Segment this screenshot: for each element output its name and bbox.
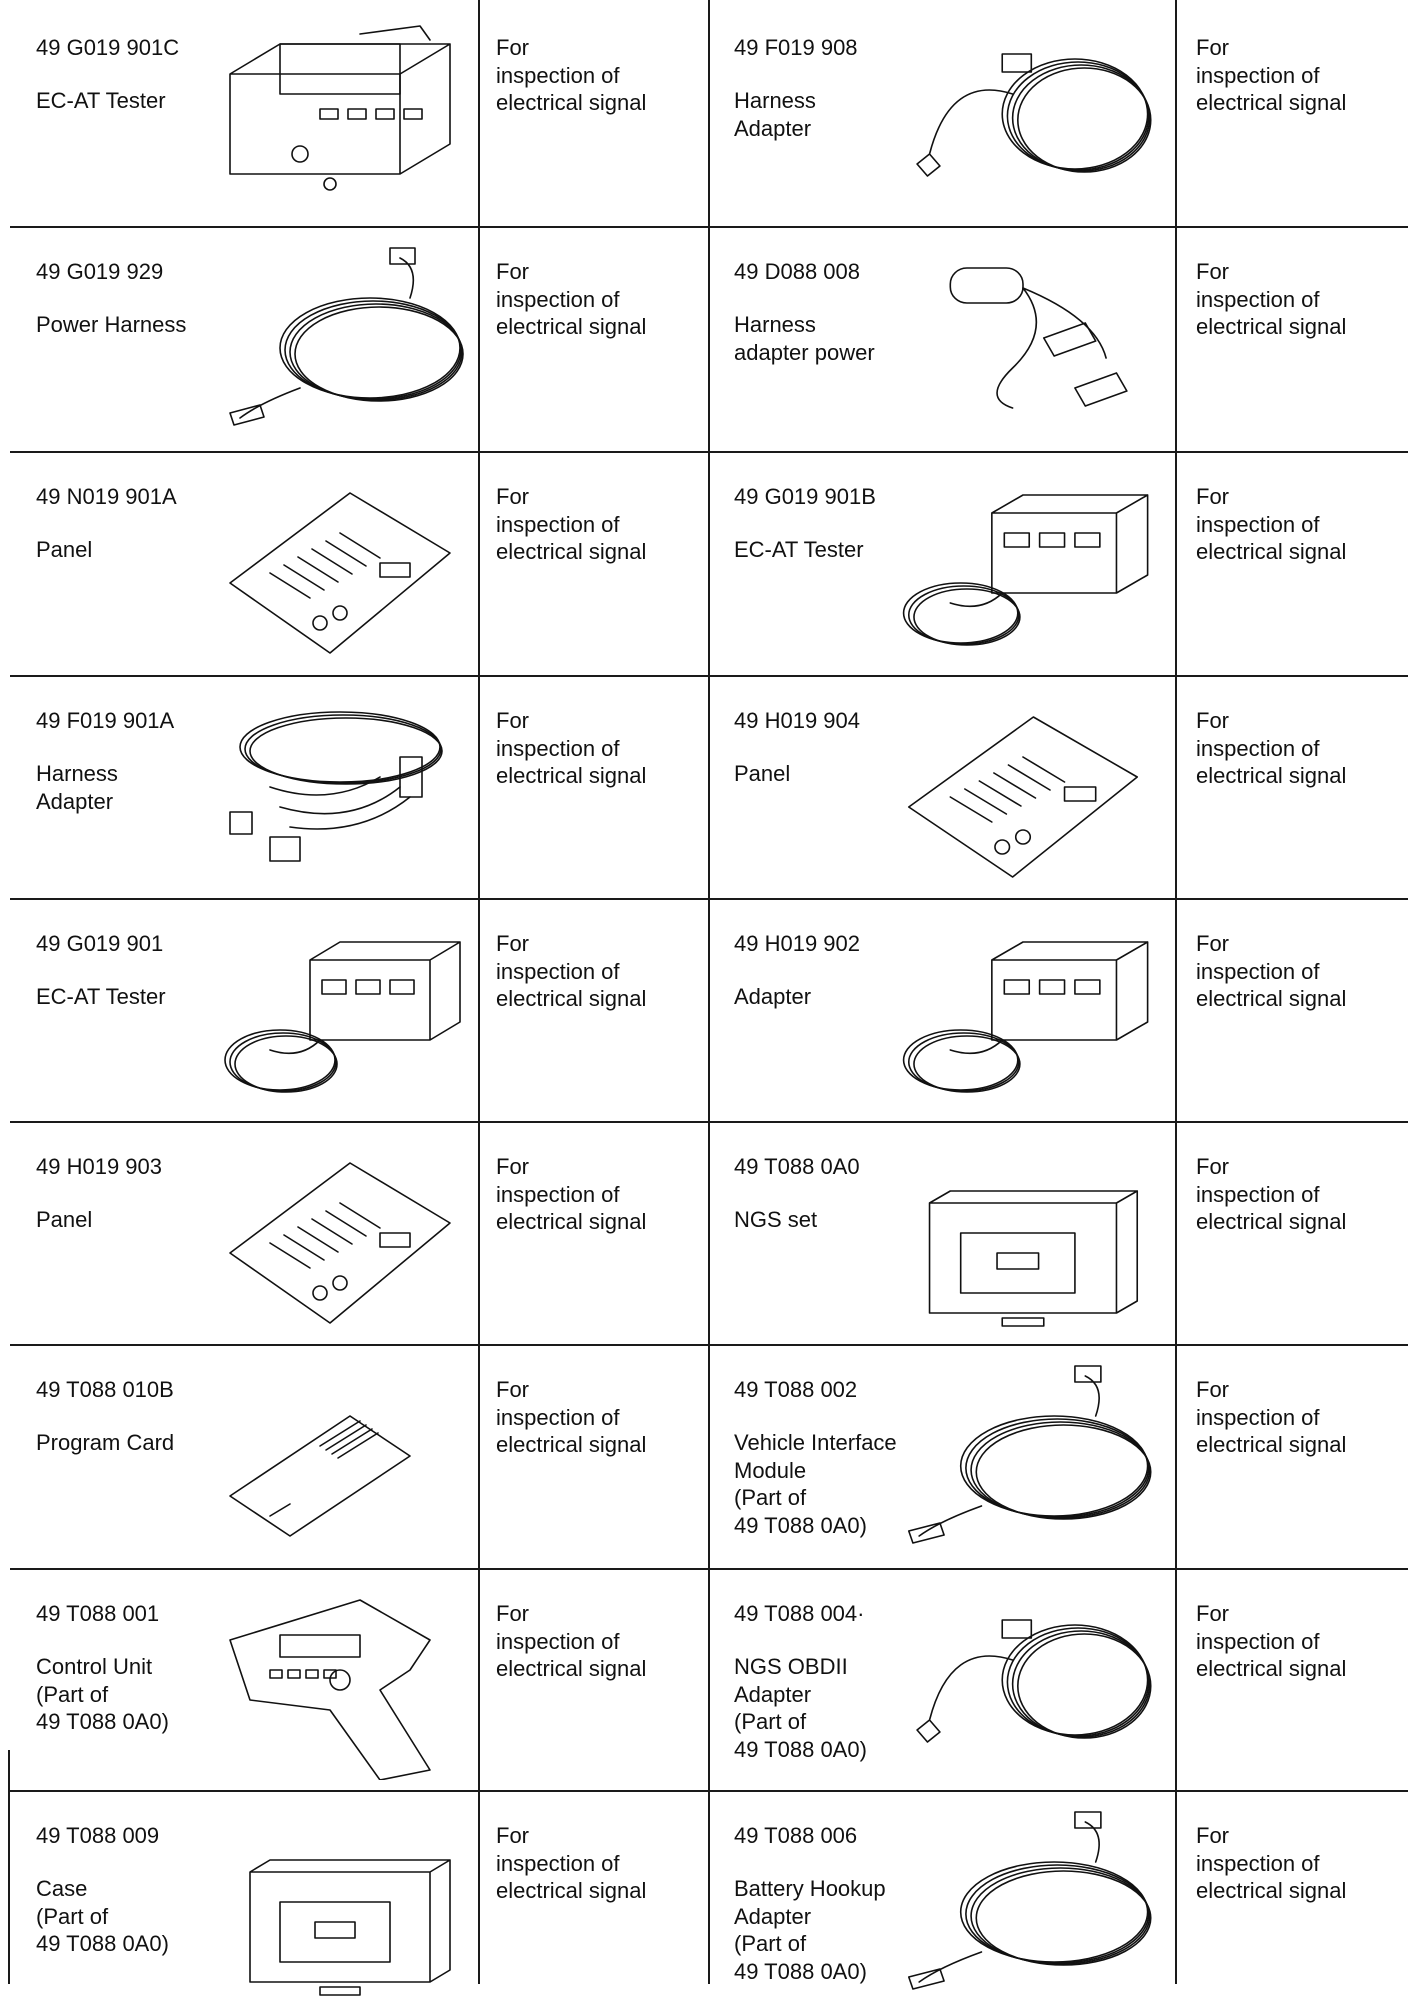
ngs-set-case-icon <box>888 1133 1158 1333</box>
tool-cell <box>10 453 478 675</box>
tool-part-number: 49 D088 008 <box>734 259 860 284</box>
tool-part-number: 49 N019 901A <box>36 484 177 509</box>
column-rule <box>478 0 480 1984</box>
tool-name: Harness Adapter <box>734 88 816 141</box>
tool-cell <box>708 1346 1175 1568</box>
tool-part-number: 49 G019 901B <box>734 484 876 509</box>
tool-cell <box>10 228 478 450</box>
tool-part-number: 49 T088 001 <box>36 1601 160 1626</box>
tool-cell <box>10 1123 478 1345</box>
tool-purpose: For inspection of electrical signal <box>496 1154 647 1234</box>
tool-purpose: For inspection of electrical signal <box>496 35 647 115</box>
tool-purpose: For inspection of electrical signal <box>496 259 647 339</box>
tool-purpose: For inspection of electrical signal <box>496 708 647 788</box>
tool-cell <box>10 1346 478 1568</box>
tool-cell <box>708 677 1175 899</box>
tool-purpose: For inspection of electrical signal <box>496 1377 647 1457</box>
tool-cell <box>708 228 1175 450</box>
tool-name: EC-AT Tester <box>36 984 166 1009</box>
tool-part-number: 49 H019 903 <box>36 1154 162 1179</box>
tool-part-number: 49 F019 908 <box>734 35 858 60</box>
tool-name: Harness adapter power <box>734 312 875 365</box>
tool-part-number: 49 T088 006 <box>734 1823 858 1848</box>
harness-adapter-power-icon <box>888 238 1158 438</box>
tool-purpose: For inspection of electrical signal <box>1196 35 1347 115</box>
battery-hookup-adapter-icon <box>888 1802 1158 2002</box>
vehicle-interface-module-icon <box>888 1356 1158 1556</box>
tool-purpose: For inspection of electrical signal <box>1196 484 1347 564</box>
tool-part-number: 49 T088 009 <box>36 1823 160 1848</box>
ec-at-tester-box-icon <box>210 14 470 214</box>
power-harness-cable-icon <box>210 238 470 438</box>
tool-part-number: 49 H019 902 <box>734 931 860 956</box>
tool-name: Vehicle Interface Module (Part of 49 T088 0A0) <box>734 1430 897 1538</box>
tool-part-number: 49 H019 904 <box>734 708 860 733</box>
tool-cell <box>708 1570 1175 1792</box>
tool-purpose: For inspection of electrical signal <box>496 1601 647 1681</box>
tool-name: EC-AT Tester <box>36 88 166 113</box>
tool-cell <box>10 4 478 226</box>
ec-at-tester-unit-icon <box>210 910 470 1110</box>
tool-part-number: 49 T088 0A0 <box>734 1154 860 1179</box>
tool-purpose: For inspection of electrical signal <box>496 1823 647 1903</box>
tool-purpose: For inspection of electrical signal <box>1196 1377 1347 1457</box>
tool-purpose: For inspection of electrical signal <box>1196 708 1347 788</box>
tool-part-number: 49 T088 002 <box>734 1377 858 1402</box>
tool-name: Case (Part of 49 T088 0A0) <box>36 1876 169 1956</box>
harness-adapter-bundle-icon <box>210 687 470 887</box>
tool-name: Program Card <box>36 1430 175 1455</box>
tool-cell <box>708 1123 1175 1345</box>
tool-part-number: 49 T088 004· <box>734 1601 865 1626</box>
tool-part-number: 49 G019 901 <box>36 931 164 956</box>
tool-cell <box>708 900 1175 1122</box>
tool-cell <box>708 453 1175 675</box>
case-icon <box>210 1802 470 2002</box>
tool-purpose: For inspection of electrical signal <box>1196 1823 1347 1903</box>
ec-at-tester-with-cable-icon <box>888 463 1158 663</box>
tool-name: Control Unit (Part of 49 T088 0A0) <box>36 1654 169 1734</box>
ec-at-tester-panel-icon <box>888 687 1158 887</box>
tool-purpose: For inspection of electrical signal <box>1196 259 1347 339</box>
tool-name: Battery Hookup Adapter (Part of 49 T088 0A0) <box>734 1876 886 1984</box>
tool-part-number: 49 G019 901C <box>36 35 180 60</box>
tool-cell <box>10 1570 478 1792</box>
harness-adapter-cable-icon <box>888 14 1158 214</box>
tool-name: Panel <box>734 761 791 786</box>
tool-name: Harness Adapter <box>36 761 118 814</box>
tester-panel-icon <box>210 463 470 663</box>
tool-cell <box>10 677 478 899</box>
tool-cell <box>10 1792 478 2014</box>
tool-purpose: For inspection of electrical signal <box>1196 1154 1347 1234</box>
tool-name: Adapter <box>734 984 812 1009</box>
tool-cell <box>708 1792 1175 2014</box>
control-unit-icon <box>210 1580 470 1780</box>
tool-purpose: For inspection of electrical signal <box>496 484 647 564</box>
tool-part-number: 49 F019 901A <box>36 708 175 733</box>
adapter-box-icon <box>888 910 1158 1110</box>
tool-cell <box>708 4 1175 226</box>
tool-cell <box>10 900 478 1122</box>
tool-name: Panel <box>36 1207 93 1232</box>
tool-purpose: For inspection of electrical signal <box>1196 1601 1347 1681</box>
tool-name: EC-AT Tester <box>734 537 864 562</box>
panel-board-icon <box>210 1133 470 1333</box>
tool-name: NGS OBDII Adapter (Part of 49 T088 0A0) <box>734 1654 867 1762</box>
tool-name: Power Harness <box>36 312 187 337</box>
column-rule <box>1175 0 1177 1984</box>
tool-part-number: 49 T088 010B <box>36 1377 174 1402</box>
tool-part-number: 49 G019 929 <box>36 259 164 284</box>
tool-name: Panel <box>36 537 93 562</box>
program-card-icon <box>210 1356 470 1556</box>
tool-purpose: For inspection of electrical signal <box>1196 931 1347 1011</box>
tool-name: NGS set <box>734 1207 818 1232</box>
ngs-obdii-adapter-icon <box>888 1580 1158 1780</box>
tool-purpose: For inspection of electrical signal <box>496 931 647 1011</box>
